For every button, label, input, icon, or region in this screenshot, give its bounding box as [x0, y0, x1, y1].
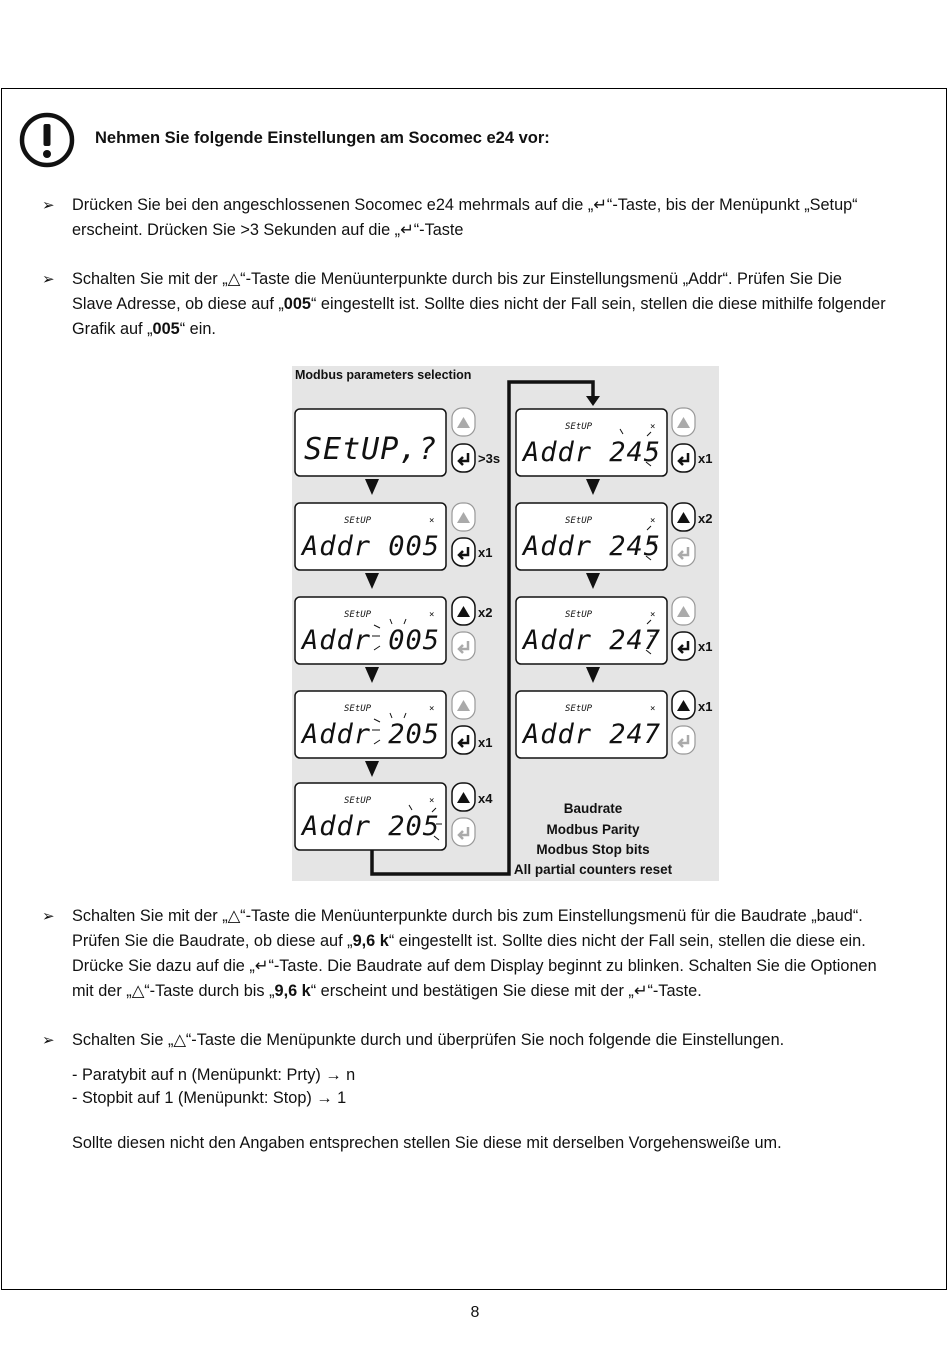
svg-text:x2: x2 — [478, 605, 493, 620]
svg-text:SEtUP: SEtUP — [344, 516, 372, 526]
svg-text:×: × — [429, 796, 435, 806]
svg-text:×: × — [429, 610, 435, 620]
svg-text:x1: x1 — [478, 545, 493, 560]
enter-button-icon — [672, 538, 695, 566]
paragraph-closing: Sollte diesen nicht den Angaben entsprechen stellen Sie diese mit derselben Vorgehensweiße um. — [72, 1134, 782, 1152]
up-button-icon — [452, 783, 475, 811]
svg-text:SEtUP: SEtUP — [344, 796, 372, 806]
enter-button-icon — [672, 726, 695, 754]
svg-text:×: × — [429, 516, 435, 526]
paragraph-baudrate — [72, 904, 938, 1004]
svg-text:×: × — [650, 516, 656, 526]
enter-button-icon — [672, 632, 695, 660]
bullet-icon: ➢ — [42, 1032, 55, 1049]
svg-text:Addr 247: Addr 247 — [523, 625, 662, 656]
text-line: Grafik auf „005“ ein. — [72, 320, 216, 338]
enter-button-icon — [452, 726, 475, 754]
text-line: Drücke Sie dazu auf die „↵“-Taste. Die Baudrate auf dem Display beginnt zu blinken. Schalten Sie die Optionen — [72, 957, 877, 975]
up-button-icon — [672, 691, 695, 719]
svg-text:Addr 205: Addr 205 — [302, 811, 441, 842]
bullet-icon: ➢ — [42, 197, 55, 214]
text-line: mit der „△“-Taste durch bis „9,6 k“ erscheint und bestätigen Sie diese mit der „↵“-Taste. — [72, 982, 702, 1000]
text-line: Schalten Sie mit der „△“-Taste die Menüunterpunkte durch bis zur Einstellungsmenü „Addr“. Prüfen Sie Die — [72, 270, 842, 288]
enter-button-icon — [452, 632, 475, 660]
svg-text:Addr 005: Addr 005 — [302, 625, 441, 656]
svg-text:Addr 245: Addr 245 — [523, 531, 662, 562]
svg-text:SEtUP: SEtUP — [565, 422, 593, 432]
svg-text:x1: x1 — [698, 699, 713, 714]
svg-text:x1: x1 — [698, 451, 713, 466]
menu-item-counters-reset: All partial counters reset — [513, 862, 673, 877]
svg-text:SEtUP: SEtUP — [344, 704, 372, 714]
text-line: Schalten Sie mit der „△“-Taste die Menüunterpunkte durch bis zum Einstellungsmenü für die Baudrate „baud“. — [72, 907, 863, 925]
svg-text:×: × — [650, 610, 656, 620]
svg-text:SEtUP,?: SEtUP,? — [304, 432, 438, 467]
text-line: erscheint. Drücken Sie >3 Sekunden auf die „↵“-Taste — [72, 221, 464, 239]
svg-text:x4: x4 — [478, 791, 493, 806]
enter-button-icon — [452, 538, 475, 566]
svg-text:×: × — [429, 704, 435, 714]
page-number: 8 — [470, 1304, 480, 1321]
menu-item-parity: Modbus Parity — [546, 822, 640, 837]
warning-icon — [19, 112, 75, 168]
text-line: Drücken Sie bei den angeschlossenen Socomec e24 mehrmals auf die „↵“-Taste, bis der Menüpunkt „Setup“ — [72, 196, 858, 214]
enter-button-icon — [452, 444, 475, 472]
svg-text:Addr 245: Addr 245 — [523, 437, 662, 468]
svg-text:SEtUP: SEtUP — [565, 516, 593, 526]
enter-button-icon — [672, 444, 695, 472]
svg-text:×: × — [650, 704, 656, 714]
list-item-stopbit: - Stopbit auf 1 (Menüpunkt: Stop) → 1 — [72, 1089, 347, 1107]
up-button-icon — [452, 691, 475, 719]
menu-item-stop-bits: Modbus Stop bits — [536, 842, 650, 857]
svg-text:Addr 005: Addr 005 — [302, 531, 441, 562]
up-button-icon — [672, 503, 695, 531]
paragraph-setup — [72, 193, 938, 243]
svg-text:Addr 205: Addr 205 — [302, 719, 441, 750]
svg-text:SEtUP: SEtUP — [565, 610, 593, 620]
svg-text:x1: x1 — [478, 735, 493, 750]
svg-text:SEtUP: SEtUP — [344, 610, 372, 620]
enter-button-icon — [452, 818, 475, 846]
bullet-icon: ➢ — [42, 908, 55, 925]
section-heading: Nehmen Sie folgende Einstellungen am Socomec e24 vor: — [95, 129, 550, 147]
svg-text:×: × — [650, 422, 656, 432]
up-button-icon — [672, 408, 695, 436]
text-line: Slave Adresse, ob diese auf „005“ eingestellt ist. Sollte dies nicht der Fall sein, stellen die diese mithilfe folgender — [72, 295, 886, 313]
list-item-parity: - Paratybit auf n (Menüpunkt: Prty) → n — [72, 1066, 356, 1084]
up-button-icon — [452, 503, 475, 531]
up-button-icon — [672, 597, 695, 625]
svg-text:>3s: >3s — [478, 451, 501, 466]
svg-text:Addr 247: Addr 247 — [523, 719, 662, 750]
svg-text:x2: x2 — [698, 511, 713, 526]
svg-text:x1: x1 — [698, 639, 713, 654]
bullet-icon: ➢ — [42, 271, 55, 288]
modbus-parameters-figure — [292, 366, 719, 881]
up-button-icon — [452, 408, 475, 436]
text-line: Prüfen Sie die Baudrate, ob diese auf „9,6 k“ eingestellt ist. Sollte dies nicht der Fall sein, stellen die diese ein. — [72, 932, 866, 950]
paragraph-address — [72, 267, 938, 342]
up-button-icon — [452, 597, 475, 625]
menu-item-baudrate: Baudrate — [563, 801, 623, 816]
paragraph-check: Schalten Sie „△“-Taste die Menüpunkte durch und überprüfen Sie noch folgende die Einstellungen. — [72, 1031, 785, 1049]
figure-title: Modbus parameters selection — [295, 368, 472, 382]
svg-text:SEtUP: SEtUP — [565, 704, 593, 714]
